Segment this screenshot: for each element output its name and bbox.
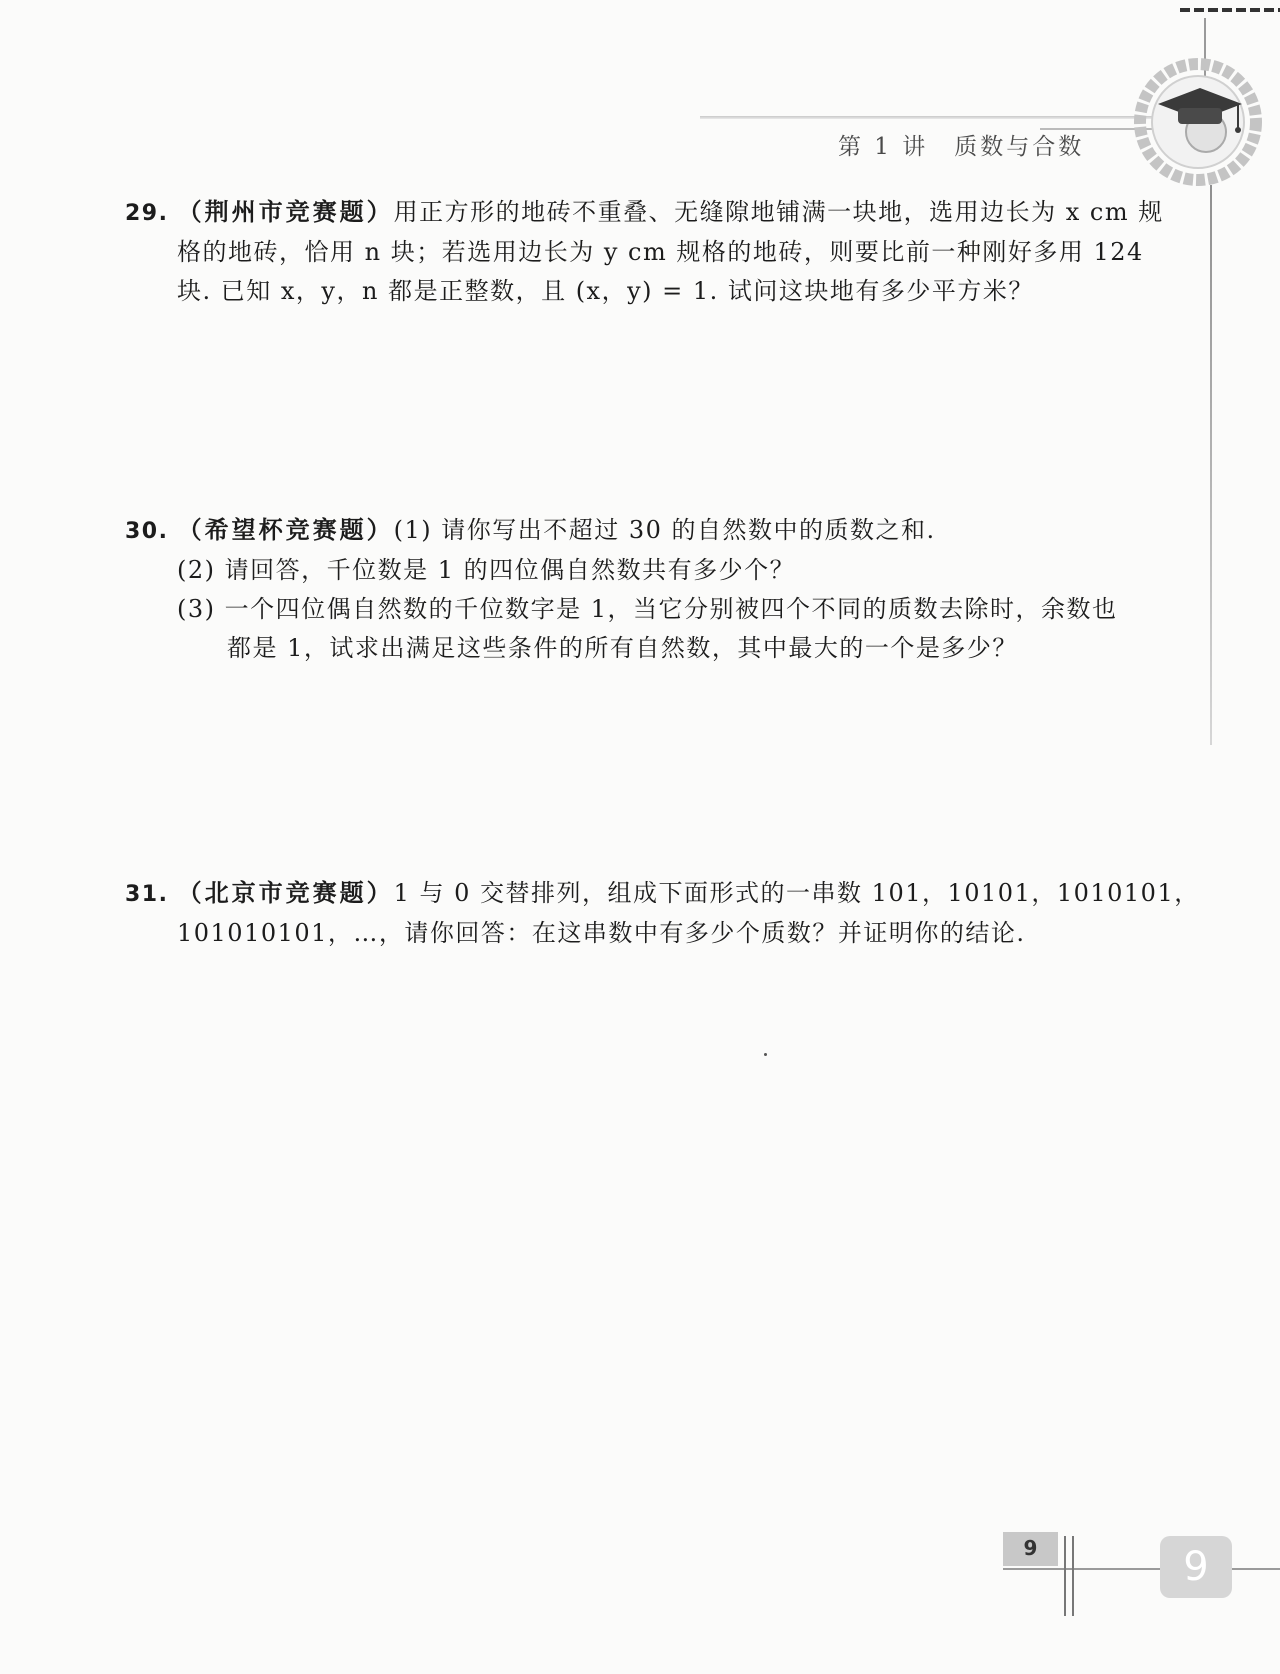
problem-part-3-line-1: (3) 一个四位偶自然数的千位数字是 1，当它分别被四个不同的质数去除时，余数也: [177, 595, 1118, 623]
problem-number: 31.: [125, 882, 169, 907]
stray-dot: [764, 1053, 767, 1056]
page-badge: 9: [1160, 1536, 1232, 1598]
problem-29: [125, 192, 1164, 311]
problem-number: 29.: [125, 201, 169, 226]
header-rule: [700, 116, 1160, 119]
problem-29-line-2: 格的地砖，恰用 n 块；若选用边长为 y cm 规格的地砖，则要比前一种刚好多用 124: [177, 238, 1144, 266]
margin-vertical-rule: [1210, 185, 1212, 745]
problem-29-line-3: 块. 已知 x，y，n 都是正整数，且 (x，y) = 1. 试问这块地有多少平方米？: [177, 277, 1034, 305]
chapter-title: 第 1 讲 质数与合数: [838, 134, 1085, 160]
graduation-cap-emblem-icon: [1128, 50, 1268, 190]
problem-text: 用正方形的地砖不重叠、无缝隙地铺满一块地，选用边长为 x cm 规: [393, 198, 1164, 226]
footer-tick: [1072, 1536, 1074, 1616]
problem-number: 30.: [125, 519, 169, 544]
problem-31: [125, 873, 1200, 953]
problem-part-2: (2) 请回答，千位数是 1 的四位偶自然数共有多少个？: [177, 556, 796, 584]
problem-source: （希望杯竞赛题）: [177, 515, 394, 544]
top-dash-decoration: [1180, 8, 1280, 12]
problem-source: （北京市竞赛题）: [177, 878, 394, 907]
page-number: 9: [1023, 1536, 1038, 1560]
problem-text: 1 与 0 交替排列，组成下面形式的一串数 101，10101，1010101，: [393, 879, 1200, 907]
problem-29-line-1: [125, 192, 1164, 233]
problem-part-3-line-2: 都是 1，试求出满足这些条件的所有自然数，其中最大的一个是多少？: [227, 634, 1018, 662]
footer-tick: [1064, 1536, 1066, 1616]
problem-31-line-1: [125, 873, 1200, 914]
problem-source: （荆州市竞赛题）: [177, 197, 394, 226]
problem-30-line-1: [125, 510, 1118, 551]
problem-part-1: (1) 请你写出不超过 30 的自然数中的质数之和.: [393, 516, 936, 544]
problem-30: [125, 510, 1118, 668]
problem-31-line-2: 101010101，…，请你回答：在这串数中有多少个质数？并证明你的结论.: [177, 919, 1026, 947]
footer-rule: [1003, 1568, 1280, 1570]
